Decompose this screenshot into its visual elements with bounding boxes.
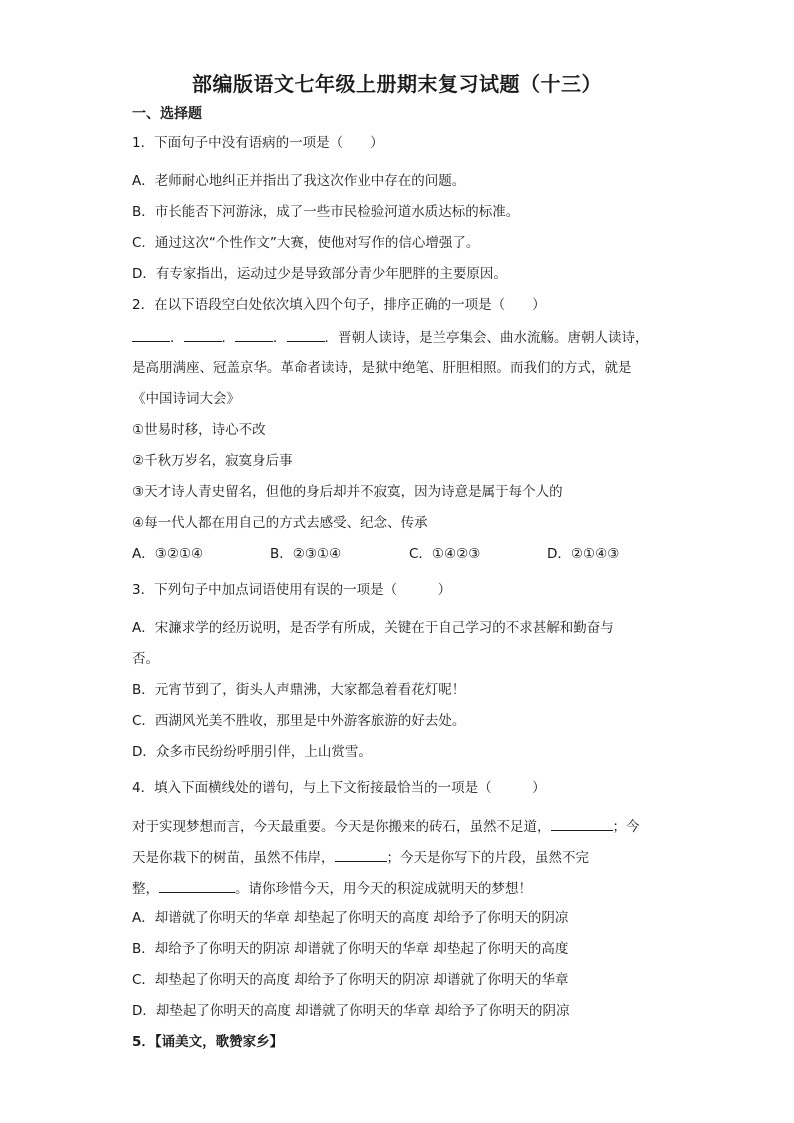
q2-option-c: C．①④②③ [409, 546, 481, 562]
section-heading: 一、选择题 [132, 106, 202, 122]
q2-sentence-3: ③天才诗人青史留名，但他的身后却并不寂寞，因为诗意是属于每个人的 [132, 484, 563, 500]
q2-sentence-1: ①世易时移，诗心不改 [132, 422, 266, 438]
q4-passage-text: ；今天是你写下的片段，虽然不完 [386, 850, 589, 866]
q3-option-a: A．宋濂求学的经历说明，是否学有所成，关键在于自己学习的不求甚解和勤奋与 [132, 620, 614, 636]
q1-option-c: C．通过这次“个性作文”大赛，使他对写作的信心增强了。 [132, 235, 480, 251]
answer-blank [159, 878, 235, 893]
q3-option-b: B．元宵节到了，街头人声鼎沸，大家都急着看花灯呢！ [132, 682, 466, 698]
q3-stem: 3．下列句子中加点词语使用有误的一项是（ ） [132, 582, 452, 598]
q4-passage-text: 整， [132, 881, 159, 897]
q1-option-d: D．有专家指出，运动过少是导致部分青少年肥胖的主要原因。 [132, 266, 507, 282]
q4-passage-line-3 [132, 878, 532, 899]
q4-option-d: D．却垫起了你明天的高度 却谱就了你明天的华章 却给予了你明天的阴凉 [132, 1003, 570, 1019]
q4-option-c: C．却垫起了你明天的高度 却给予了你明天的阴凉 却谱就了你明天的华章 [132, 972, 569, 988]
q2-passage-line-1: ． ． ． ．晋朝人读诗，是兰亭集会、曲水流觞。唐朝人读诗， [132, 327, 649, 348]
answer-blank [551, 816, 613, 831]
q4-passage-text: 对于实现梦想而言，今天最重要。今天是你搬来的砖石，虽然不足道， [132, 819, 551, 835]
answer-blank [235, 327, 273, 342]
q2-sentence-4: ④每一代人都在用自己的方式去感受、纪念、传承 [132, 515, 428, 531]
q2-passage-line-3: 《中国诗词大会》 [132, 391, 240, 407]
q2-sentence-2: ②千秋万岁名，寂寞身后事 [132, 453, 293, 469]
answer-blank [287, 327, 325, 342]
q4-passage-text: 天是你栽下的树苗，虽然不伟岸， [132, 850, 335, 866]
q1-stem: 1．下面句子中没有语病的一项是（ ） [132, 135, 384, 151]
answer-blank [184, 327, 222, 342]
q5-label: 【诵美文，歌赞家乡】 [154, 1034, 284, 1050]
page-title: 部编版语文七年级上册期末复习试题（十三） [192, 72, 602, 96]
answer-blank [335, 847, 387, 862]
q2-passage-line-2: 是高朋满座、冠盖京华。革命者读诗，是狱中绝笔、肝胆相照。而我们的方式，就是 [132, 360, 632, 376]
q1-option-b: B．市长能否下河游泳，成了一些市民检验河道水质达标的标准。 [132, 204, 520, 220]
q3-option-d: D．众多市民纷纷呼朋引伴，上山赏雪。 [132, 744, 372, 760]
q5-number: 5． [132, 1034, 155, 1050]
q2-option-b: B．②③①④ [270, 546, 342, 562]
q4-passage-line-2 [132, 847, 589, 868]
q3-option-a-continued: 否。 [132, 651, 159, 667]
answer-blank [132, 327, 170, 342]
q4-stem: 4．填入下面横线处的谱句，与上下文衔接最恰当的一项是（ ） [132, 780, 546, 796]
q4-passage-line-1 [132, 816, 640, 837]
q4-option-b: B．却给予了你明天的阴凉 却谱就了你明天的华章 却垫起了你明天的高度 [132, 941, 569, 957]
q2-option-a: A．③②①④ [132, 546, 204, 562]
q5-heading [132, 1032, 283, 1052]
q2-stem: 2．在以下语段空白处依次填入四个句子，排序正确的一项是（ ） [132, 297, 546, 313]
q4-passage-text: 。请你珍惜今天，用今天的积淀成就明天的梦想！ [235, 881, 532, 897]
q2-option-d: D．②①④③ [547, 546, 620, 562]
q3-option-c: C．西湖风光美不胜收，那里是中外游客旅游的好去处。 [132, 713, 466, 729]
q1-option-a: A．老师耐心地纠正并指出了我这次作业中存在的问题。 [132, 173, 466, 189]
q2-passage-text: ．晋朝人读诗，是兰亭集会、曲水流觞。唐朝人读诗， [324, 330, 649, 346]
q4-option-a: A．却谱就了你明天的华章 却垫起了你明天的高度 却给予了你明天的阴凉 [132, 910, 569, 926]
q4-passage-text: ；今 [612, 819, 640, 835]
